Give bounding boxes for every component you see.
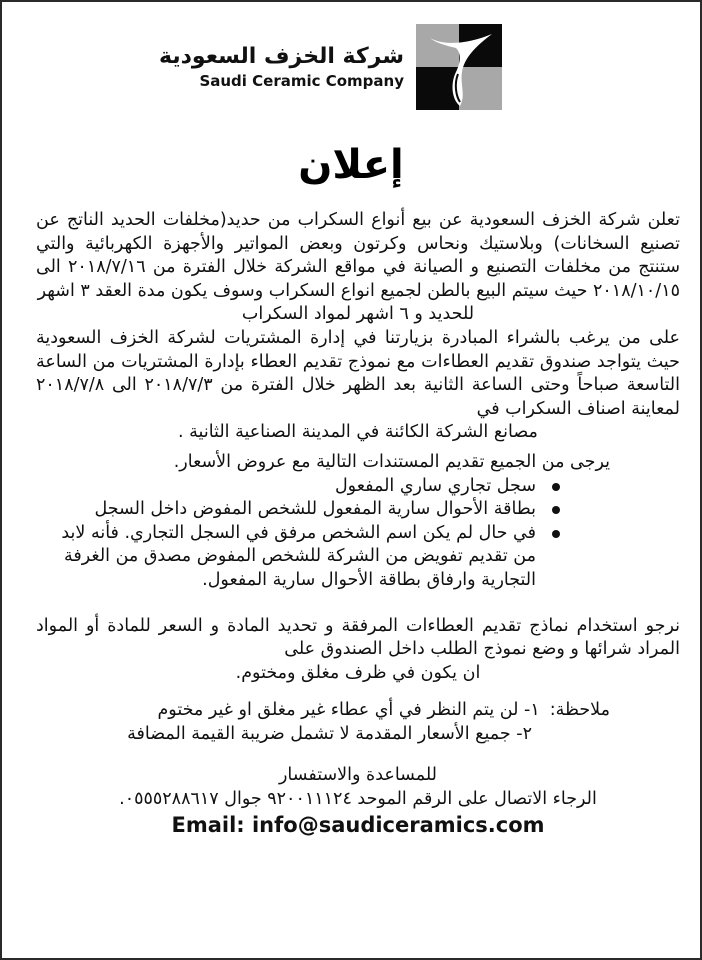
usage-text: نرجو استخدام نماذج تقديم العطاءات المرفقة و تحديد المادة و السعر للمادة أو المواد المراد شرائها و وضع نموذج الطلب داخل الصندوق على [36, 615, 680, 660]
intro-paragraph-1-last-line: للحديد و ٦ اشهر لمواد السكراب [241, 304, 475, 325]
contact-email-line [36, 814, 680, 838]
note-label: ملاحظة: [549, 700, 610, 721]
requirement-text: سجل تجاري ساري المفعول [334, 475, 536, 496]
usage-instructions [36, 615, 680, 686]
intro-paragraph-2-last-line: مصانع الشركة الكائنة في المدينة الصناعية الثانية . [178, 422, 538, 443]
list-item [36, 498, 560, 522]
contact-section [36, 764, 680, 811]
announcement-body [36, 209, 680, 837]
bullet-icon [552, 506, 560, 514]
bullet-icon [552, 483, 560, 491]
note-item-1: ١- لن يتم النظر في أي عطاء غير مغلق او غير مختوم [157, 700, 540, 721]
requirement-text: في حال لم يكن اسم الشخص مرفق في السجل التجاري. فأنه لابد من تقديم تفويض من الشركة للشخص المفوض مصدق من الغرفة التجارية وارفاق بطاقة الأحوال سارية المفعول. [61, 522, 536, 590]
email-label: Email: [171, 812, 245, 837]
contact-heading: للمساعدة والاستفسار [278, 765, 438, 786]
company-logo-icon [416, 24, 502, 110]
intro-paragraph-2: على من يرغب بالشراء المبادرة بزيارتنا في إدارة المشتريات لشركة الخزف السعودية حيث يتواجد صندوق تقديم العطاءات مع نموذج تقديم العطاء بإدارة المشتريات من الساعة التاسعة صباحاً وحتى الساعة الثانية بعد الظهر خلال الفترة من ٢٠١٨/٧/٣ الى ٢٠١٨/٧/٨ لمعاينة اصناف السكراب في [36, 327, 681, 419]
list-item [36, 522, 560, 593]
note-item-2: ٢- جميع الأسعار المقدمة لا تشمل ضريبة القيمة المضافة [127, 723, 532, 744]
company-name-arabic: شركة الخزف السعودية [159, 44, 404, 69]
requirements-list [36, 475, 680, 593]
list-item [36, 475, 560, 499]
company-header [159, 22, 502, 122]
requirement-text: بطاقة الأحوال سارية المفعول للشخص المفوض داخل السجل [94, 499, 536, 520]
requirements-intro: يرجى من الجميع تقديم المستندات التالية مع عروض الأسعار. [173, 451, 610, 472]
contact-phone-line: الرجاء الاتصال على الرقم الموحد ٩٢٠٠١١١٢٤ جوال ٠٥٥٥٢٨٨٦١٧. [119, 789, 597, 810]
intro-paragraph-1: تعلن شركة الخزف السعودية عن بيع أنواع السكراب من حديد(مخلفات الحديد الناتج عن تصنيع السخانات) وبلاستيك ونحاس وكرتون وبعض المواتير والأجهزة الكهربائية والتي ستنتج من مخلفات التصنيع و الصيانة في مواقع الشركة خلال الفترة من ٢٠١٨/٧/١٦ الى ٢٠١٨/١٠/١٥ حيث سيتم البيع بالطن لجميع انواع السكراب وسوف يكون مدة العقد ٣ اشهر [36, 210, 681, 301]
company-name-english: Saudi Ceramic Company [199, 72, 404, 90]
announcement-title: إعلان [298, 142, 404, 188]
bullet-icon [552, 530, 560, 538]
usage-last-line: ان يكون في ظرف مغلق ومختوم. [235, 662, 481, 683]
email-address-link[interactable]: info@saudiceramics.com [251, 812, 545, 837]
note-row-1 [36, 699, 610, 723]
notes-section [36, 699, 680, 746]
